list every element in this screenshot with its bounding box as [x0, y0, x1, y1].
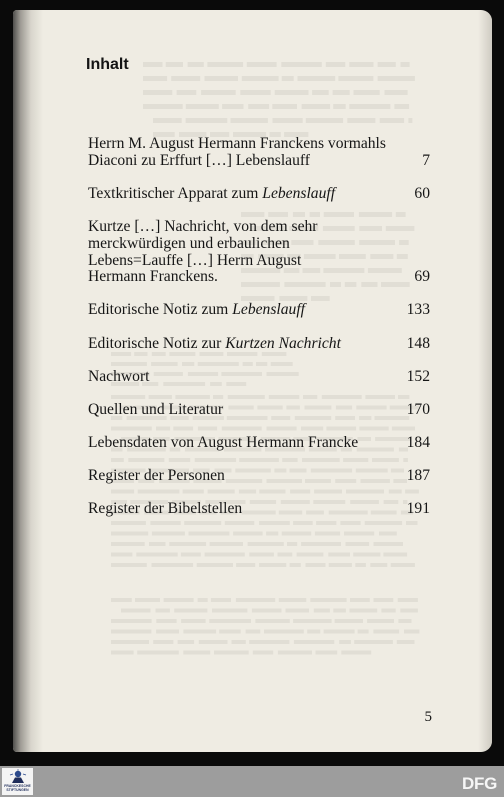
- show-through-word: [171, 76, 200, 81]
- show-through-word: [324, 630, 355, 634]
- show-through-word: [166, 62, 183, 67]
- show-through-word: [164, 598, 194, 602]
- show-through-word: [293, 619, 332, 623]
- show-through-word: [398, 619, 411, 623]
- show-through-word: [354, 640, 393, 644]
- show-through-word: [346, 542, 370, 546]
- toc-entry-title: Quellen und Literatur: [88, 400, 224, 418]
- show-through-word: [253, 651, 273, 655]
- toc-entry-title-roman: Editorische Notiz zur: [88, 334, 226, 352]
- show-through-word: [349, 104, 390, 109]
- toc-entry-title-italic: Lebenslauff: [232, 301, 305, 319]
- toc-entry: [88, 435, 430, 452]
- show-through-word: [383, 553, 407, 557]
- show-through-word: [326, 62, 346, 67]
- show-through-word: [391, 563, 415, 567]
- footer-bar: [0, 766, 504, 797]
- show-through-word: [111, 542, 145, 546]
- show-through-word: [143, 90, 172, 95]
- toc-page-number: 133: [406, 301, 430, 319]
- show-through-word: [153, 118, 182, 123]
- toc-page-number: 187: [406, 467, 430, 485]
- show-through-word: [367, 619, 394, 623]
- show-through-word: [306, 563, 326, 567]
- show-through-word: [181, 553, 201, 557]
- show-through-word: [111, 619, 152, 623]
- show-through-word: [282, 76, 294, 81]
- toc-entry-title: Register der Personen: [88, 467, 225, 485]
- show-through-word: [236, 563, 255, 567]
- show-through-word: [273, 118, 303, 123]
- show-through-word: [287, 542, 297, 546]
- show-through-word: [279, 598, 307, 602]
- show-through-word: [178, 640, 195, 644]
- show-through-word: [312, 90, 329, 95]
- show-through-word: [281, 62, 322, 67]
- toc-entry-title-line: Kurtze […] Nachricht, von dem sehr: [88, 218, 318, 236]
- show-through-word: [231, 118, 268, 123]
- show-through-word: [205, 76, 239, 81]
- show-through-word: [249, 553, 274, 557]
- show-through-word: [246, 630, 261, 634]
- show-through-word: [135, 598, 160, 602]
- show-through-word: [219, 630, 241, 634]
- show-through-word: [286, 609, 310, 613]
- show-through-word: [408, 118, 412, 123]
- show-through-word: [169, 542, 206, 546]
- show-through-word: [156, 630, 179, 634]
- show-through-word: [350, 598, 370, 602]
- show-through-word: [298, 76, 336, 81]
- show-through-word: [247, 62, 277, 67]
- institution-emblem-icon: [8, 769, 28, 784]
- show-through-word: [249, 640, 289, 644]
- show-through-word: [329, 563, 352, 567]
- show-through-word: [232, 640, 246, 644]
- show-through-word: [186, 118, 228, 123]
- show-through-word: [252, 609, 282, 613]
- franckesche-stiftungen-logo: [2, 768, 33, 795]
- show-through-word: [358, 630, 369, 634]
- show-through-word: [400, 609, 418, 613]
- contents-heading: Inhalt: [86, 56, 129, 73]
- show-through-word: [211, 598, 231, 602]
- toc-entry-title: [88, 219, 318, 285]
- show-through-word: [201, 90, 236, 95]
- show-through-word: [314, 609, 330, 613]
- show-through-word: [380, 118, 404, 123]
- toc-entry: [88, 219, 430, 285]
- toc-entry: [88, 136, 430, 169]
- toc-entry-title-line: Lebens=Lauffe […] Herrn August: [88, 251, 302, 269]
- show-through-word: [197, 563, 233, 567]
- show-through-word: [381, 609, 395, 613]
- toc-page-number: 152: [406, 367, 430, 385]
- book-page: [13, 10, 492, 752]
- show-through-word: [278, 553, 293, 557]
- toc-entry: [88, 186, 430, 203]
- show-through-word: [111, 640, 149, 644]
- show-through-word: [111, 563, 147, 567]
- show-through-word: [301, 542, 341, 546]
- show-through-word: [199, 640, 228, 644]
- show-through-word: [378, 76, 415, 81]
- toc-entry-title-line: Herrn M. August Hermann Franckens vormahls: [88, 135, 386, 153]
- toc-page-number: 191: [406, 500, 430, 518]
- toc-entry-title: [88, 336, 341, 353]
- toc-entry-title: Lebensdaten von August Hermann Francke: [88, 434, 359, 452]
- show-through-word: [259, 563, 286, 567]
- show-through-word: [121, 609, 151, 613]
- show-through-word: [207, 62, 243, 67]
- toc-page-number: 184: [406, 434, 430, 452]
- show-through-word: [248, 542, 284, 546]
- toc-entry-title-line: Hermann Franckens.: [88, 268, 218, 286]
- dfg-logo: DFG: [462, 773, 497, 793]
- toc-entry: [88, 501, 430, 518]
- show-through-word: [222, 104, 243, 109]
- show-through-word: [370, 563, 387, 567]
- show-through-word: [248, 104, 269, 109]
- table-of-contents: [88, 136, 430, 534]
- show-through-word: [290, 563, 301, 567]
- toc-entry-title: Nachwort: [88, 367, 150, 385]
- show-through-word: [353, 553, 380, 557]
- show-through-word: [333, 90, 350, 95]
- show-through-word: [156, 609, 170, 613]
- show-through-word: [181, 619, 206, 623]
- logo-text-line: FRANCKESCHE: [4, 784, 31, 788]
- show-through-word: [349, 62, 373, 67]
- show-through-word: [328, 553, 350, 557]
- show-through-word: [152, 563, 194, 567]
- show-through-word: [310, 598, 346, 602]
- show-through-word: [212, 609, 247, 613]
- page-number: 5: [424, 708, 432, 725]
- show-through-word: [143, 104, 183, 109]
- show-through-word: [264, 630, 304, 634]
- show-through-word: [214, 651, 249, 655]
- show-through-word: [354, 90, 380, 95]
- toc-page-number: 69: [414, 268, 430, 286]
- logo-text-line: STIFTUNGEN: [6, 788, 29, 792]
- toc-entry-title-line: merckwürdigen und erbaulichen: [88, 234, 290, 252]
- show-through-word: [373, 630, 399, 634]
- toc-entry: [88, 369, 430, 386]
- toc-page-number: 60: [414, 185, 430, 203]
- show-through-word: [297, 553, 324, 557]
- show-through-word: [333, 609, 346, 613]
- show-through-word: [404, 630, 419, 634]
- show-through-word: [242, 76, 279, 81]
- show-through-word: [378, 62, 396, 67]
- toc-entry-title-italic: Lebenslauff: [262, 185, 336, 203]
- show-through-word: [294, 640, 334, 644]
- toc-entry: [88, 468, 430, 485]
- show-through-word: [174, 609, 207, 613]
- show-through-word: [143, 76, 167, 81]
- show-through-word: [398, 598, 418, 602]
- show-through-word: [210, 542, 243, 546]
- show-through-word: [153, 640, 173, 644]
- toc-page-number: 148: [406, 334, 430, 352]
- show-through-word: [394, 104, 409, 109]
- show-through-word: [306, 118, 343, 123]
- toc-entry: [88, 402, 430, 419]
- show-through-word: [111, 630, 151, 634]
- show-through-word: [188, 62, 204, 67]
- toc-entry-title: [88, 136, 386, 169]
- show-through-word: [275, 90, 309, 95]
- show-through-word: [374, 598, 394, 602]
- toc-page-number: 170: [406, 400, 430, 418]
- show-through-word: [156, 619, 176, 623]
- toc-entry-title-roman: Editorische Notiz zum: [88, 301, 233, 319]
- show-through-word: [240, 90, 270, 95]
- show-through-word: [302, 104, 331, 109]
- show-through-word: [341, 651, 371, 655]
- toc-entry: [88, 302, 430, 319]
- show-through-word: [335, 619, 363, 623]
- show-through-word: [205, 553, 245, 557]
- show-through-word: [355, 563, 366, 567]
- show-through-word: [111, 598, 132, 602]
- show-through-word: [338, 76, 373, 81]
- show-through-word: [186, 104, 219, 109]
- show-through-word: [111, 651, 134, 655]
- show-through-word: [177, 90, 197, 95]
- show-through-word: [397, 640, 415, 644]
- show-through-word: [347, 118, 375, 123]
- show-through-word: [137, 651, 179, 655]
- toc-entry-title-line: Diaconi zu Erffurt […] Lebenslauff: [88, 151, 310, 169]
- show-through-word: [143, 62, 163, 67]
- toc-entry-title-roman: Textkritischer Apparat zum: [88, 185, 263, 203]
- toc-entry-title: [88, 302, 305, 319]
- toc-entry-title: [88, 186, 335, 203]
- show-through-word: [111, 553, 132, 557]
- toc-entry-title: Register der Bibelstellen: [88, 500, 243, 518]
- show-through-word: [401, 62, 410, 67]
- show-through-word: [183, 651, 210, 655]
- show-through-word: [183, 630, 216, 634]
- show-through-word: [339, 640, 351, 644]
- show-through-word: [136, 553, 177, 557]
- show-through-word: [316, 651, 338, 655]
- show-through-word: [374, 542, 404, 546]
- toc-entry-title-italic: Kurtzen Nachricht: [225, 334, 341, 352]
- show-through-word: [272, 104, 297, 109]
- show-through-word: [333, 104, 346, 109]
- toc-page-number: 7: [422, 151, 430, 169]
- show-through-word: [307, 630, 320, 634]
- show-through-word: [350, 609, 378, 613]
- show-through-word: [385, 90, 408, 95]
- show-through-word: [236, 598, 275, 602]
- show-through-word: [149, 542, 166, 546]
- show-through-word: [278, 651, 312, 655]
- toc-entry: [88, 336, 430, 353]
- show-through-word: [209, 619, 251, 623]
- show-through-word: [255, 619, 289, 623]
- show-through-word: [198, 598, 208, 602]
